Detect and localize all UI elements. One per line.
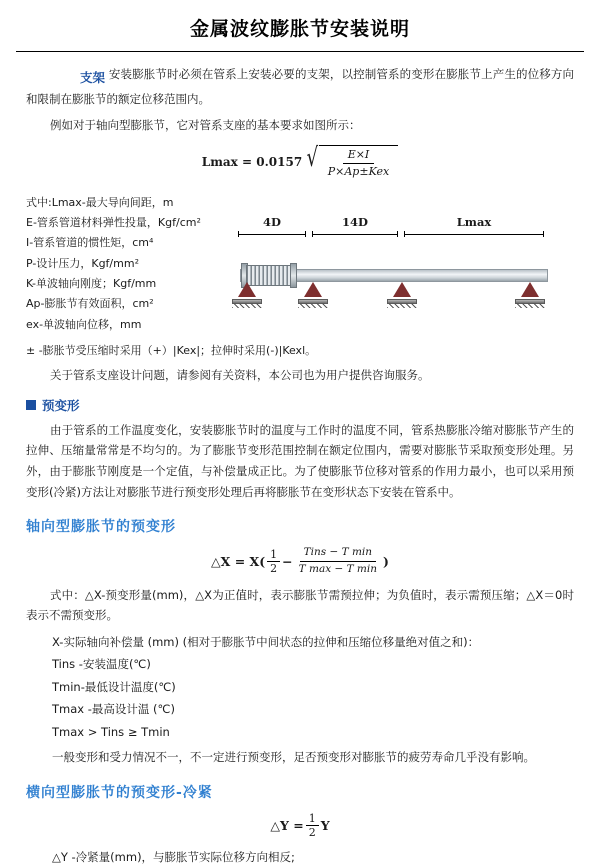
predeform-section-label: 预变形 <box>42 397 80 413</box>
title-divider <box>16 51 584 52</box>
predeform-section-heading <box>26 396 574 414</box>
lmax-formula <box>26 145 574 179</box>
lateral-formula-rhs: Y <box>320 817 330 833</box>
dimension-bar <box>238 231 306 237</box>
axial-predeform-formula <box>26 546 574 576</box>
support-triangle-icon <box>304 282 322 297</box>
bellow-end-cap-right <box>290 263 297 288</box>
definition-item: I-管系管道的惯性矩，cm⁴ <box>26 236 154 250</box>
support-triangle-icon <box>393 282 411 297</box>
dimension-bar <box>404 231 544 237</box>
axial-formula-minus: − <box>282 553 293 569</box>
support-hatching <box>515 303 545 308</box>
axial-variable-item: Tmin-最低设计温度(℃) <box>52 679 176 694</box>
axial-formula-lhs: △X = X( <box>211 553 266 569</box>
dimension-bar <box>312 231 398 237</box>
support-intro-text: 安装膨胀节时必须在管系上安装必要的支架，以控制管系的变形在膨胀节上产生的位移方向和限制在膨胀节的额定位移范围内。 <box>26 67 575 106</box>
lateral-formula-half: $\frac{1}{2}$ <box>306 812 319 839</box>
definition-item: Ap-膨胀节有效面积，cm² <box>26 297 154 311</box>
axial-note: 一般变形和受力情况不一，不一定进行预变形，足否预变形对膨胀节的疲劳寿命几乎没有影响。 <box>52 749 535 764</box>
definition-item: 式中:Lmax-最大导向间距，m <box>26 195 174 209</box>
dimension-14d: 14D <box>312 215 398 241</box>
dimension-4d: 4D <box>238 215 306 241</box>
document-body <box>0 64 600 867</box>
pipe-support-guide-1 <box>298 282 328 308</box>
axial-variable-item: Tins -安装温度(℃) <box>52 657 151 672</box>
support-triangle-icon <box>238 282 256 297</box>
definition-item: E-管系管道材料弹性投量，Kgf/cm² <box>26 216 201 230</box>
axial-variable-item: Tmax -最高设计温 (℃) <box>52 702 175 717</box>
pipe-support-guide-2 <box>387 282 417 308</box>
axial-formula-temperature-ratio: Tins − T min T max − T min <box>298 546 378 575</box>
definitions-and-diagram <box>26 189 574 339</box>
support-hatching <box>298 303 328 308</box>
definition-item-sign: ± -膨胀节受压缩时采用（+）|Kex|；拉伸时采用(-)|Kexl。 <box>26 344 317 358</box>
pipe-support-guide-3 <box>515 282 545 308</box>
support-triangle-icon <box>521 282 539 297</box>
predeform-paragraph: 由于管系的工作温度变化，安装膨胀节时的温度与工作时的温度不同，管系热膨胀冷缩对膨胀节产生的拉伸、压缩量常常是不均匀的。为了膨胀节变形范围控制在额定位围内，需要对膨胀节采取预变形处理。另外，由于膨胀节刚度是一个定值，与补偿量成正比。为了使膨胀节位移对管系的作用力最小，也可以采用预变形(冷紧)方法让对膨胀节进行预变形处理后再将膨胀节在变形状态下安装在管系中。 <box>26 422 574 499</box>
axial-variable-item: Tmax > Tins ≥ Tmin <box>52 724 170 739</box>
support-intro-paragraph <box>26 64 574 109</box>
lateral-predeform-formula <box>26 812 574 839</box>
support-section-label: 支架 <box>80 70 106 86</box>
support-hatching <box>232 303 262 308</box>
lateral-where-text: △Y -冷紧量(mm)，与膨胀节实际位移方向相反; <box>52 850 295 865</box>
lateral-subsection-heading: 横向型膨胀节的预变形-冷紧 <box>26 784 213 801</box>
axial-formula-rhs: ) <box>383 553 389 569</box>
axial-variable-item: X-实际轴向补偿量 (mm) (相对于膨胀节中间状态的拉伸和压缩位移量绝对值之和)： <box>52 634 480 649</box>
definition-list <box>26 193 226 335</box>
blue-square-icon <box>26 400 36 410</box>
page-title: 金属波纹膨胀节安装说明 <box>189 18 410 40</box>
pipe-support-anchor <box>232 282 262 308</box>
support-example-text: 例如对于轴向型膨胀节，它对管系支座的基本要求如图所示： <box>50 118 361 133</box>
dimension-lmax: Lmax <box>404 215 544 241</box>
square-root-icon: √ $\frac{E\times I}{\text{P×Ap±Kex}}$ <box>304 145 398 179</box>
lmax-formula-lhs: Lmax = 0.0157 <box>201 154 303 169</box>
expansion-joint-diagram <box>232 215 552 335</box>
lmax-radicand-denominator: P×Ap±Kex <box>327 164 390 178</box>
axial-subsection-heading: 轴向型膨胀节的预变形 <box>26 519 176 536</box>
document-page <box>0 14 600 865</box>
axial-where-text: 式中：△X-预变形量(mm)，△X为正值时，表示膨胀节需预拉伸；为负值时，表示需预压缩；△X＝0时表示不需预变形。 <box>26 587 574 622</box>
definition-item: K-单波轴向刚度；Kgf/mm <box>26 277 157 291</box>
support-footnote: 关于管系支座设计问题，请参阅有关资料，本公司也为用户提供咨询服务。 <box>50 368 430 383</box>
pipe-assembly-illustration <box>232 243 552 321</box>
diagram-column <box>232 189 574 335</box>
definition-list-column <box>26 189 226 339</box>
definition-item: P-设计压力，Kgf/mm² <box>26 256 139 270</box>
support-section-marker <box>50 67 105 89</box>
definition-item: ex-单波轴向位移，mm <box>26 317 142 331</box>
lateral-formula-lhs: △Y = <box>270 817 304 833</box>
axial-formula-half: 1 2 <box>267 548 280 575</box>
diagram-dimension-row <box>232 215 552 241</box>
axial-variable-list <box>26 631 574 743</box>
support-hatching <box>387 303 417 308</box>
lmax-radicand-numerator: E×I <box>343 148 375 164</box>
